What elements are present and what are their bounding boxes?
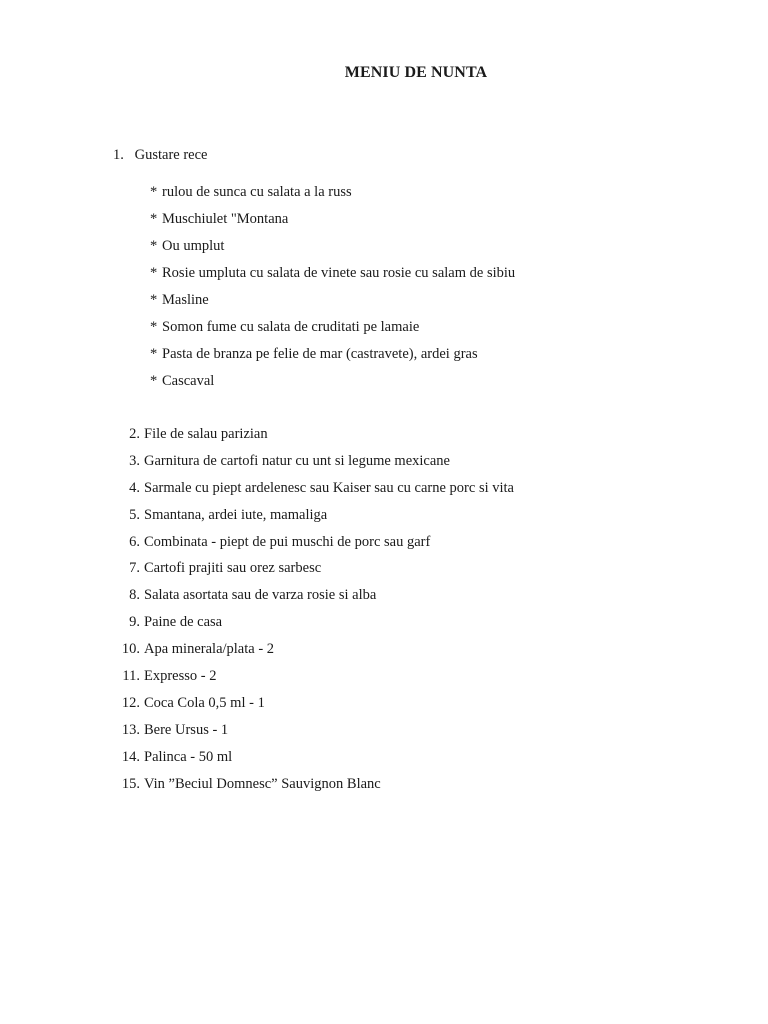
item-text: Combinata - piept de pui muschi de porc sau garf	[144, 533, 431, 550]
item-number: 1.	[113, 147, 124, 163]
list-item	[113, 721, 514, 748]
item-text: Rosie umpluta cu salata de vinete sau rosie cu salam de sibiu	[162, 265, 516, 281]
page-title: MENIU DE NUNTA	[344, 64, 488, 81]
item-number: 12.	[121, 694, 140, 711]
list-item	[113, 479, 514, 506]
bullet-star: *	[150, 238, 158, 254]
item-number: 14.	[121, 748, 140, 765]
item-text: Sarmale cu piept ardelenesc sau Kaiser sau cu carne porc si vita	[144, 479, 514, 496]
item-number: 4.	[129, 479, 140, 496]
item-text: Somon fume cu salata de cruditati pe lamaie	[162, 319, 420, 335]
list-item	[113, 694, 514, 721]
item-text: Paine de casa	[144, 614, 223, 631]
bullet-star: *	[150, 346, 158, 362]
item-text: Expresso - 2	[144, 668, 217, 685]
bullet-star: *	[150, 211, 158, 227]
item-text: Bere Ursus - 1	[144, 721, 229, 738]
list-item	[150, 237, 515, 264]
item-text: Cartofi prajiti sau orez sarbesc	[144, 560, 322, 577]
list-item	[113, 775, 514, 802]
item-number: 8.	[129, 587, 140, 604]
list-item	[113, 640, 514, 667]
list-item	[150, 264, 515, 291]
item-number: 6.	[129, 533, 140, 550]
item-number: 5.	[129, 506, 140, 523]
bullet-star: *	[150, 292, 158, 308]
list-item	[113, 748, 514, 775]
item-number: 15.	[121, 775, 140, 792]
menu-list	[113, 425, 514, 801]
list-item	[113, 613, 514, 640]
item-text: Apa minerala/plata - 2	[144, 641, 275, 658]
list-item	[113, 559, 514, 586]
item-text: Cascaval	[162, 373, 215, 389]
list-item	[113, 533, 514, 560]
list-item	[150, 318, 515, 345]
item-text: Salata asortata sau de varza rosie si alba	[144, 587, 377, 604]
list-item	[113, 452, 514, 479]
bullet-star: *	[150, 265, 158, 281]
list-item	[150, 372, 515, 399]
bullet-star: *	[150, 373, 158, 389]
item-text: Garnitura de cartofi natur cu unt si legume mexicane	[144, 452, 450, 469]
item-text: Smantana, ardei iute, mamaliga	[144, 506, 328, 523]
item-text: Gustare rece	[134, 147, 208, 163]
list-item	[150, 183, 515, 210]
menu-section-heading	[113, 147, 207, 164]
item-number: 10.	[121, 641, 140, 658]
item-number: 13.	[121, 721, 140, 738]
item-text: Vin ”Beciul Domnesc” Sauvignon Blanc	[144, 775, 381, 792]
list-item	[113, 506, 514, 533]
item-number: 9.	[129, 614, 140, 631]
list-item	[150, 291, 515, 318]
bullet-star: *	[150, 184, 158, 200]
bullet-star: *	[150, 319, 158, 335]
item-number: 2.	[129, 426, 140, 442]
item-text: Palinca - 50 ml	[144, 748, 233, 765]
list-item	[113, 667, 514, 694]
list-item	[113, 586, 514, 613]
item-text: Ou umplut	[162, 238, 225, 254]
list-item	[150, 345, 515, 372]
item-text: Coca Cola 0,5 ml - 1	[144, 694, 265, 711]
cold-appetizer-list	[150, 183, 515, 399]
item-text: Pasta de branza pe felie de mar (castravete), ardei gras	[162, 346, 478, 362]
item-number: 11.	[122, 668, 140, 685]
item-text: rulou de sunca cu salata a la russ	[162, 184, 352, 200]
list-item	[150, 210, 515, 237]
item-text: Muschiulet "Montana	[162, 211, 289, 227]
list-item	[113, 425, 514, 452]
item-number: 7.	[129, 560, 140, 577]
item-text: Masline	[162, 292, 209, 308]
item-number: 3.	[129, 452, 140, 469]
item-text: File de salau parizian	[144, 426, 268, 442]
